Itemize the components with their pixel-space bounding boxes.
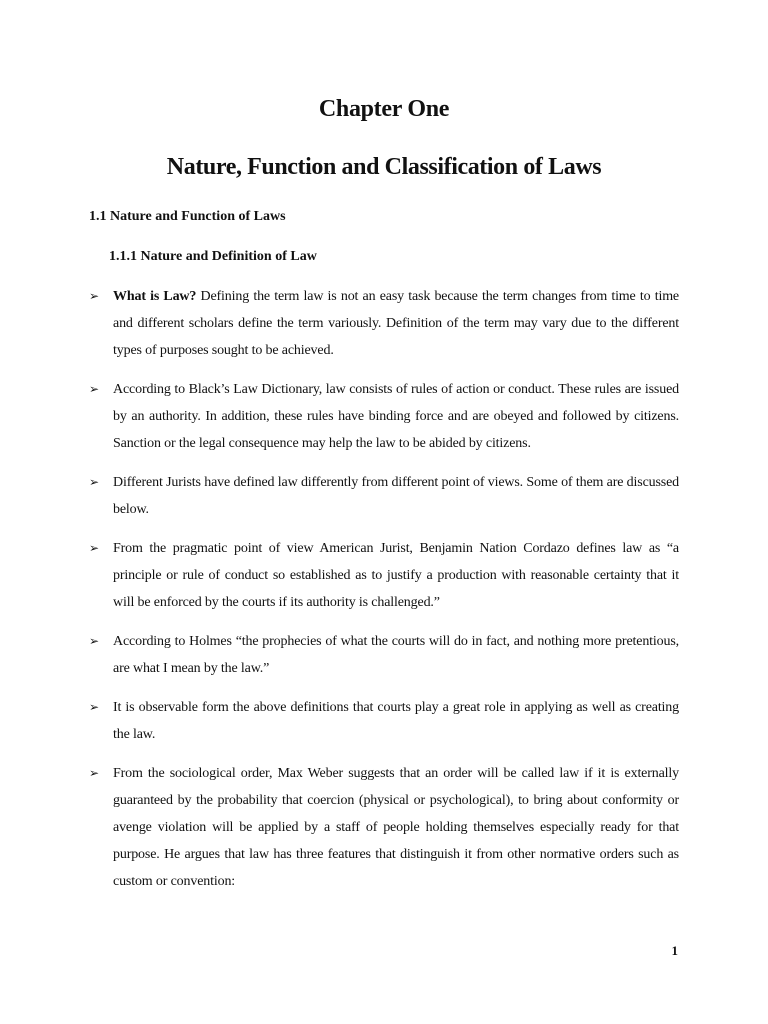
bullet-list: [89, 283, 679, 907]
bullet-text: From the sociological order, Max Weber suggests that an order will be called law if it is externally guaranteed by the probability that coercion (physical or psychological), to bring about conformity or avenge violation will be applied by a staff of people holding themselves especially ready for that purpose. He argues that law has three features that distinguish it from other normative orders such as custom or convention:: [113, 766, 679, 889]
chapter-subtitle: Nature, Function and Classification of Laws: [166, 154, 602, 180]
subsection-heading: 1.1.1 Nature and Definition of Law: [109, 249, 317, 264]
bullet-text: According to Holmes “the prophecies of what the courts will do in fact, and nothing more pretentious, are what I mean by the law.”: [113, 634, 679, 676]
arrow-bullet-icon: ➢: [89, 289, 99, 303]
bullet-item: [89, 376, 679, 457]
chapter-title: Chapter One: [318, 96, 450, 122]
page-number: 1: [671, 943, 678, 958]
arrow-bullet-icon: ➢: [89, 382, 99, 396]
bullet-item: [89, 469, 679, 523]
arrow-bullet-icon: ➢: [89, 541, 99, 555]
bullet-text: From the pragmatic point of view American Jurist, Benjamin Nation Cordazo defines law as “a principle or rule of conduct so established as to justify a production with reasonable certainty that it will be enforced by the courts if its authority is challenged.”: [113, 541, 679, 610]
arrow-bullet-icon: ➢: [89, 700, 99, 714]
bullet-item: [89, 694, 679, 748]
arrow-bullet-icon: ➢: [89, 475, 99, 489]
arrow-bullet-icon: ➢: [89, 634, 99, 648]
bullet-item: [89, 535, 679, 616]
bullet-item: [89, 283, 679, 364]
bullet-item: [89, 760, 679, 895]
section-heading: 1.1 Nature and Function of Laws: [89, 209, 286, 224]
bullet-text: Different Jurists have defined law differently from different point of views. Some of them are discussed below.: [113, 475, 679, 517]
bullet-text: It is observable form the above definitions that courts play a great role in applying as well as creating the law.: [113, 700, 679, 742]
arrow-bullet-icon: ➢: [89, 766, 99, 780]
bullet-text: According to Black’s Law Dictionary, law consists of rules of action or conduct. These rules are issued by an authority. In addition, these rules have binding force and are obeyed and followed by citizens. Sanction or the legal consequence may help the law to be abided by citizens.: [113, 382, 679, 451]
bullet-item: [89, 628, 679, 682]
bullet-text: Defining the term law is not an easy task because the term changes from time to time and different scholars define the term variously. Definition of the term may vary due to the different types of purposes sought to be achieved.: [113, 289, 679, 358]
bullet-lead: What is Law?: [113, 289, 197, 304]
